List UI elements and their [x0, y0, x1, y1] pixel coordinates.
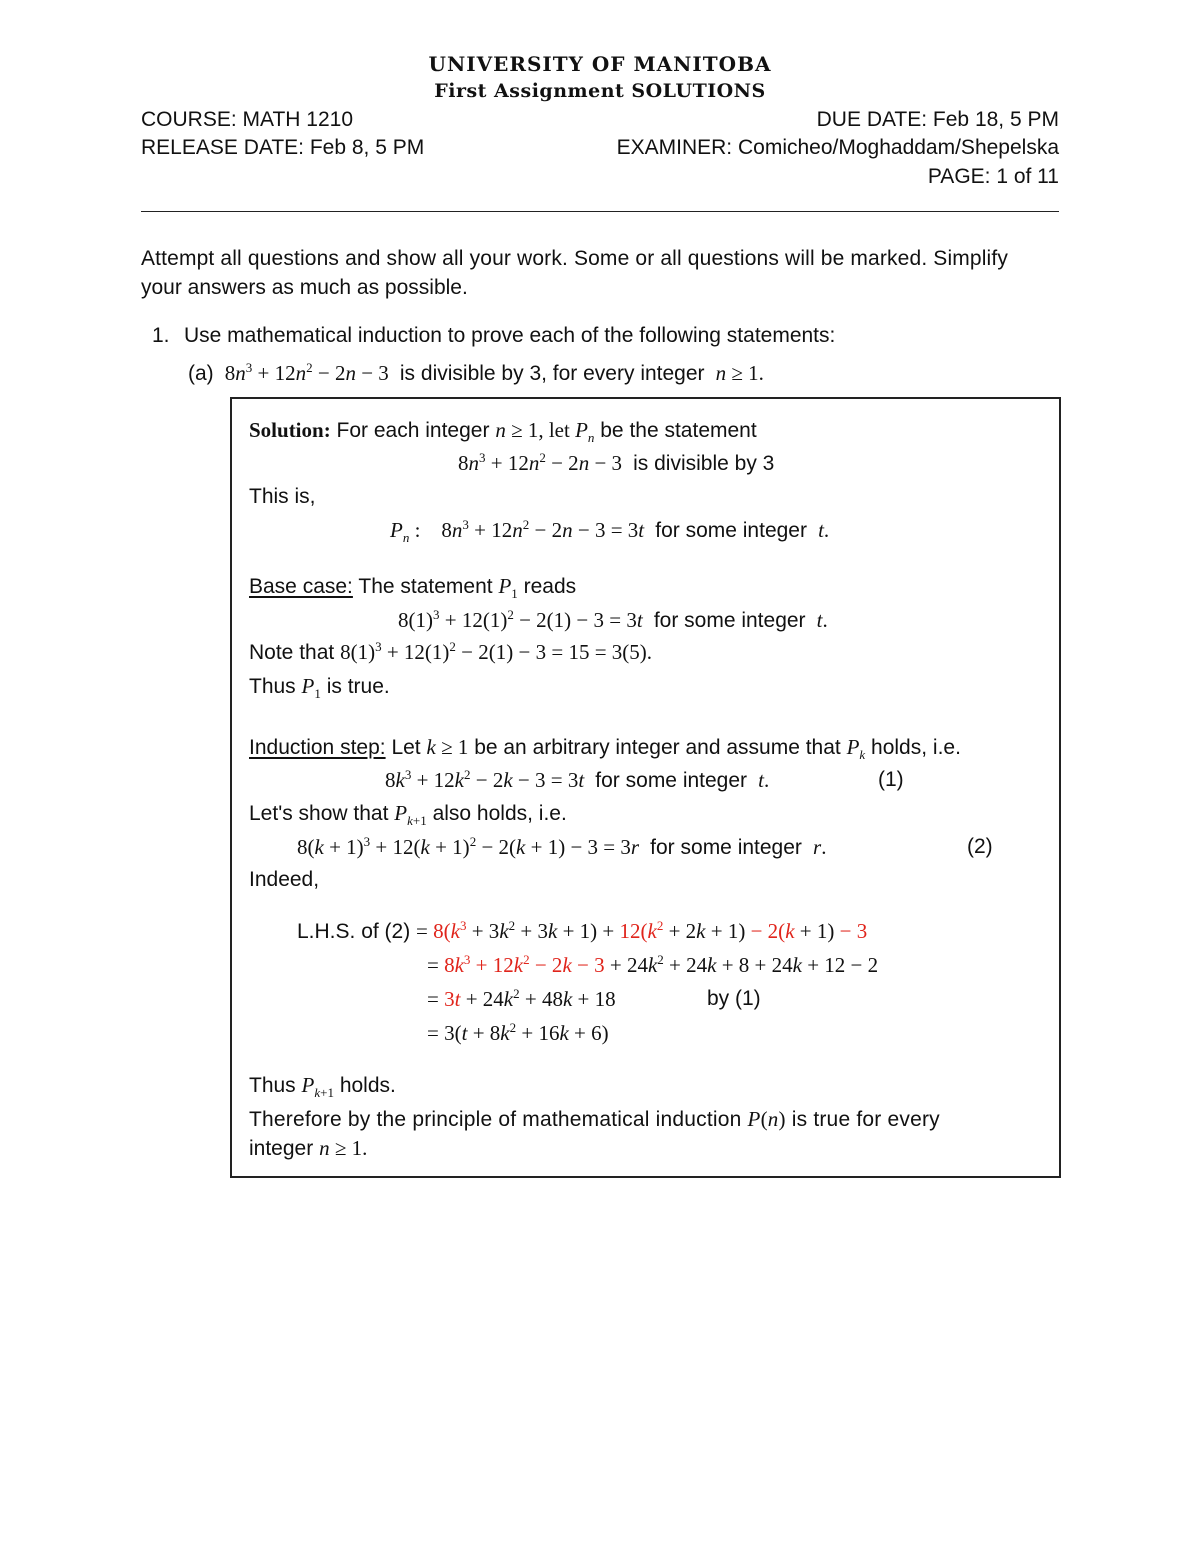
lets-show-line: Let's show that $P_{k+1}$ also holds, i.e.	[249, 801, 567, 829]
by-equation-1: by (1)	[707, 987, 761, 1010]
base-case-label: Base case:	[249, 575, 353, 598]
instructions-line-2: your answers as much as possible.	[141, 276, 468, 299]
derivation-line-1: L.H.S. of $(2) = 8(k^3 + 3k^2 + 3k + 1) + 12(k^2 + 2k + 1) - 2(k + 1) - 3$	[297, 918, 868, 943]
header-divider	[141, 211, 1059, 212]
induction-step-line: Induction step: Let k ≥ 1 be an arbitrary integer and assume that $P_k$ holds, i.e.	[249, 735, 961, 763]
derivation-line-4: = $3(t + 8k^2 + 16k + 6)$	[427, 1020, 609, 1045]
instructions-line-1: Attempt all questions and show all your work. Some or all questions will be marked. Simplify	[141, 247, 1009, 270]
equation-2-tag: (2)	[967, 835, 993, 858]
equation-1-tag: (1)	[878, 768, 904, 791]
base-case-equation: $8(1)^3 + 12(1)^2 - 2(1) - 3 = 3t$ for some integer t.	[398, 607, 828, 632]
page-number: PAGE: 1 of 11	[927, 165, 1059, 188]
assignment-title: First Assignment SOLUTIONS	[434, 80, 766, 102]
solution-intro: Solution: For each integer n ≥ 1, let $P_n$ be the statement	[249, 418, 757, 446]
part-label: (a)	[188, 362, 214, 385]
derivation-line-2: = $8k^3 + 12k^2 - 2k - 3 + 24k^2 + 24k + 8 + 24k + 12 - 2$	[427, 952, 879, 977]
final-conclusion-line-1: Therefore by the principle of mathematical induction P(n) is true for every	[249, 1107, 940, 1131]
base-case-conclusion: Thus $P_1$ is true.	[249, 674, 390, 702]
final-conclusion-line-2: integer n ≥ 1.	[249, 1136, 368, 1160]
solution-label: Solution:	[249, 418, 331, 442]
base-case-line: Base case: The statement $P_1$ reads	[249, 574, 577, 602]
course-label: COURSE: MATH 1210	[141, 108, 353, 131]
equation-1: $8k^3 + 12k^2 - 2k - 3 = 3t$ for some integer t.	[385, 767, 770, 792]
derivation-line-3: = $3t + 24k^2 + 48k + 18$	[427, 986, 616, 1011]
due-date-label: DUE DATE: Feb 18, 5 PM	[816, 108, 1059, 131]
question-number: 1.	[152, 324, 170, 347]
release-date-label: RELEASE DATE: Feb 8, 5 PM	[141, 136, 425, 159]
question-text: Use mathematical induction to prove each of the following statements:	[184, 324, 836, 347]
base-case-check: Note that $8(1)^3 + 12(1)^2 - 2(1) - 3 = 15 = 3(5)$.	[249, 639, 653, 664]
equation-2: $8(k + 1)^3 + 12(k + 1)^2 - 2(k + 1) - 3 = 3r$ for some integer r.	[297, 834, 827, 859]
question-part-a	[188, 361, 764, 386]
statement-expression: $8n^3 + 12n^2 - 2n - 3$ is divisible by 3	[458, 450, 775, 475]
examiner-label: EXAMINER: Comicheo/Moghaddam/Shepelska	[616, 136, 1059, 159]
pn-definition: $P_n$ : $8n^3 + 12n^2 - 2n - 3 = 3t$ for some integer t.	[390, 517, 830, 546]
indeed-text: Indeed,	[249, 868, 320, 891]
induction-conclusion: Thus $P_{k+1}$ holds.	[249, 1073, 396, 1101]
university-title: UNIVERSITY OF MANITOBA	[428, 52, 772, 76]
part-a-expression: $8n^3 + 12n^2 - 2n - 3$	[219, 360, 395, 385]
this-is-text: This is,	[249, 485, 316, 508]
part-a-condition: n ≥ 1.	[715, 361, 764, 385]
induction-step-label: Induction step:	[249, 736, 386, 759]
part-a-suffix: is divisible by 3, for every integer	[399, 362, 705, 385]
